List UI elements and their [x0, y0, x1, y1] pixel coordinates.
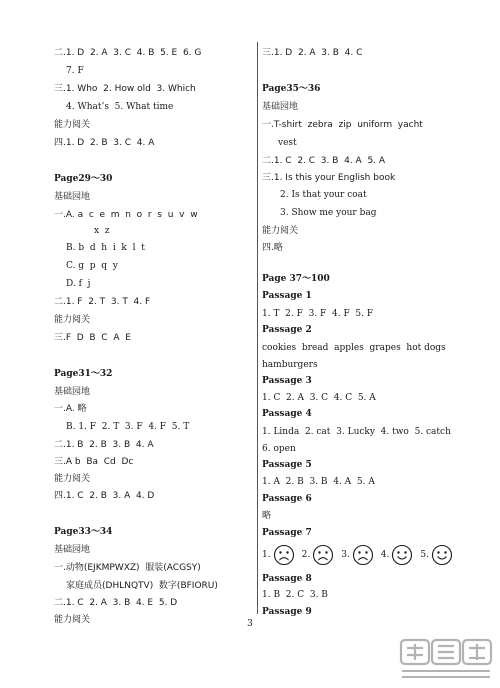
- page-range-header: Page29～30: [54, 174, 113, 184]
- page-range-header: Page31～32: [54, 369, 113, 379]
- page-range-header: Page 37～100: [262, 274, 330, 284]
- answer-line: C. g p q y: [66, 261, 118, 271]
- answer-line: 3. Show me your bag: [280, 208, 377, 218]
- answer-line: 三.1. Is this your English book: [262, 173, 396, 183]
- passage-label: Passage 4: [262, 409, 312, 419]
- answer-line: 四.1. C 2. B 3. A 4. D: [54, 491, 155, 501]
- answer-line: 四.略: [262, 243, 283, 253]
- answer-line: 一.A. a c e m n o r s u v w: [54, 210, 198, 220]
- answer-line: 二.1. C 2. A 3. B 4. E 5. D: [54, 598, 178, 608]
- answer-line: 家庭成员(DHLNQTV) 数字(BFIORU): [66, 581, 218, 591]
- passage-label: Passage 3: [262, 376, 312, 386]
- answer-line: cookies bread apples grapes hot dogs: [262, 343, 446, 353]
- answer-line: 一.动物(EJKMPWXZ) 服装(ACGSY): [54, 563, 201, 573]
- answer-line: 二.1. C 2. C 3. B 4. A 5. A: [262, 156, 386, 166]
- answer-line: 1. C 2. A 3. C 4. C 5. A: [262, 393, 376, 403]
- column-divider: [257, 42, 258, 614]
- answer-line: vest: [278, 138, 297, 148]
- answer-line: 三.1. D 2. A 3. B 4. C: [262, 48, 363, 58]
- passage-label: Passage 7: [262, 528, 312, 538]
- passage-7-faces: [262, 542, 459, 568]
- answer-line: 四.1. D 2. B 3. C 4. A: [54, 138, 155, 148]
- answer-line: B. 1. F 2. T 3. F 4. F 5. T: [66, 422, 190, 432]
- page-range-header: Page35～36: [262, 84, 321, 94]
- section-heading: 基础园地: [54, 192, 91, 202]
- section-heading: 能力阅关: [54, 315, 91, 325]
- answer-line: 二.1. F 2. T 3. T 4. F: [54, 297, 151, 307]
- happy-face-icon: [431, 544, 453, 566]
- passage-label: Passage 2: [262, 325, 312, 335]
- answer-line: 三.F D B C A E: [54, 333, 131, 343]
- answer-line: D. f j: [66, 279, 91, 289]
- answer-line: 4. What’s 5. What time: [66, 102, 174, 112]
- answer-line: 一.A. 略: [54, 404, 87, 414]
- sad-face-icon: [273, 544, 295, 566]
- sad-face-icon: [312, 544, 334, 566]
- face-number: 3.: [341, 550, 350, 560]
- answer-line: 二.1. D 2. A 3. C 4. B 5. E 6. G: [54, 48, 202, 58]
- section-heading: 能力阅关: [54, 120, 91, 130]
- answer-line: B. b d h i k l t: [66, 243, 145, 253]
- answer-line: 三.A b Ba Cd Dc: [54, 457, 134, 467]
- face-number: 4.: [380, 550, 390, 560]
- face-answer: [420, 544, 453, 566]
- face-answer: [341, 544, 375, 566]
- answer-line: 1. Linda 2. cat 3. Lucky 4. two 5. catch: [262, 427, 451, 437]
- watermark-logo: [398, 636, 494, 684]
- happy-face-icon: [391, 544, 413, 566]
- passage-label: Passage 6: [262, 494, 312, 504]
- passage-label: Passage 9: [262, 607, 312, 617]
- answer-line: 二.1. B 2. B 3. B 4. A: [54, 440, 154, 450]
- face-answer: [381, 544, 415, 566]
- face-answer: [262, 544, 296, 566]
- section-heading: 能力阅关: [54, 474, 91, 484]
- section-heading: 基础园地: [262, 102, 299, 112]
- answer-line: 三.1. Who 2. How old 3. Which: [54, 84, 196, 94]
- answer-line: 1. B 2. C 3. B: [262, 590, 328, 600]
- answer-line: 一.T-shirt zebra zip uniform yacht: [262, 120, 423, 130]
- answer-line: x z: [94, 226, 110, 236]
- face-number: 2.: [301, 550, 311, 560]
- section-heading: 基础园地: [54, 545, 91, 555]
- sad-face-icon: [352, 544, 374, 566]
- passage-label: Passage 1: [262, 291, 312, 301]
- section-heading: 基础园地: [54, 387, 91, 397]
- answer-line: 2. Is that your coat: [280, 190, 367, 200]
- answer-line: 略: [262, 511, 272, 521]
- page-number: 3: [247, 619, 253, 629]
- answer-line: 1. A 2. B 3. B 4. A 5. A: [262, 477, 375, 487]
- passage-label: Passage 8: [262, 574, 312, 584]
- passage-label: Passage 5: [262, 460, 312, 470]
- face-number: 5.: [420, 550, 429, 560]
- face-answer: [302, 544, 336, 566]
- answer-line: 7. F: [66, 66, 84, 76]
- answer-line: 6. open: [262, 444, 296, 454]
- section-heading: 能力阅关: [54, 615, 91, 625]
- page-range-header: Page33～34: [54, 527, 113, 537]
- face-number: 1.: [262, 550, 271, 560]
- section-heading: 能力阅关: [262, 226, 299, 236]
- answer-line: 1. T 2. F 3. F 4. F 5. F: [262, 309, 374, 319]
- answer-line: hamburgers: [262, 360, 318, 370]
